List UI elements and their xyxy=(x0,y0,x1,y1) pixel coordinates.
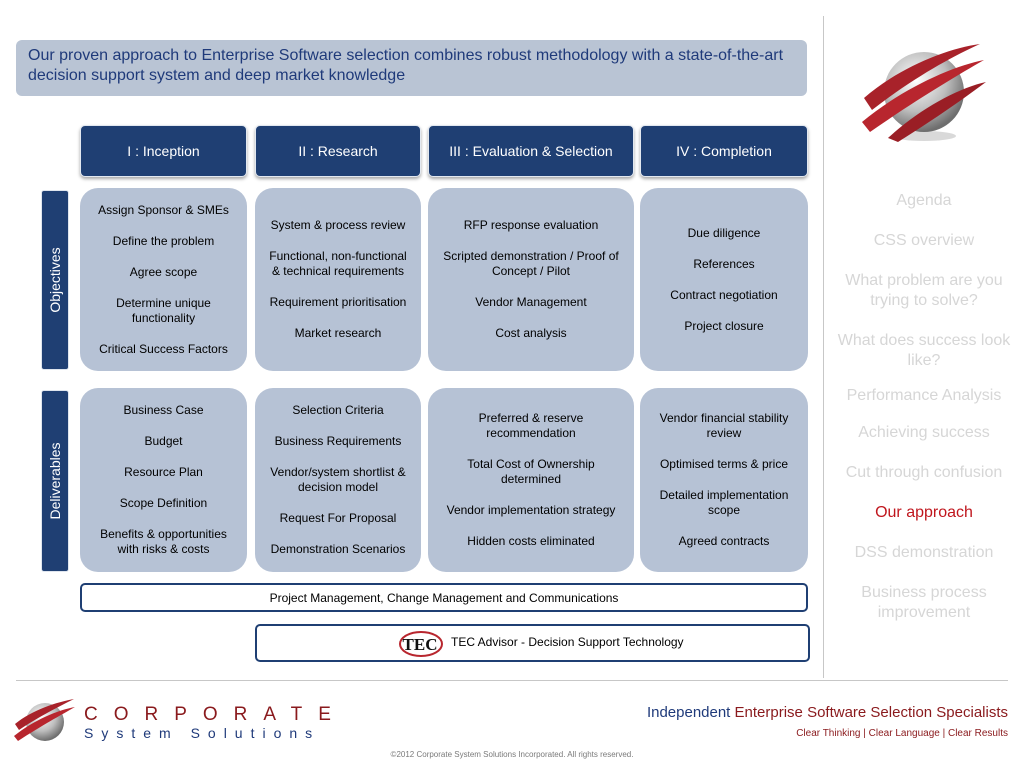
list-item: Budget xyxy=(144,434,183,448)
brand-name-bottom: System Solutions xyxy=(84,725,321,741)
list-item: Vendor/system shortlist & decision model xyxy=(270,465,406,494)
project-management-bar: Project Management, Change Management and Communications xyxy=(80,583,808,612)
deliverables-evaluation-box xyxy=(428,388,634,572)
tec-logo-icon xyxy=(397,630,443,658)
list-item: Functional, non-functional & technical requirements xyxy=(269,249,407,278)
footer-globe-logo-icon xyxy=(12,696,76,746)
svg-text:TEC: TEC xyxy=(402,635,438,654)
phase-research-header: II : Research xyxy=(255,125,421,177)
brand-name-top: CORPORATE xyxy=(84,704,347,725)
agenda-item-our-approach[interactable]: Our approach xyxy=(875,504,973,521)
list-item: Agreed contracts xyxy=(678,534,770,548)
list-item: Due diligence xyxy=(687,225,761,240)
list-item: Request For Proposal xyxy=(279,511,397,525)
footer-divider xyxy=(16,680,1008,681)
phase-evaluation-header: III : Evaluation & Selection xyxy=(428,125,634,177)
agenda-item-dss[interactable]: DSS demonstration xyxy=(854,544,994,561)
list-item: Optimised terms & price xyxy=(659,457,789,471)
vertical-divider xyxy=(823,16,824,678)
list-item: Market research xyxy=(294,326,382,340)
tec-advisor-bar xyxy=(255,624,810,662)
list-item: Assign Sponsor & SMEs xyxy=(98,202,229,217)
list-item: Vendor implementation strategy xyxy=(446,503,616,517)
list-item: Resource Plan xyxy=(124,465,203,479)
page-headline: Our proven approach to Enterprise Software selection combines robust methodology with a state-of-the-art decision support system and deep market knowledge xyxy=(16,40,807,96)
agenda-item-achieving[interactable]: Achieving success xyxy=(858,424,990,441)
agenda-item-success[interactable]: What does success look like? xyxy=(837,332,1011,369)
globe-logo-icon xyxy=(858,38,988,143)
list-item: Preferred & reserve recommendation xyxy=(478,411,584,440)
copyright-text: ©2012 Corporate System Solutions Incorporated. All rights reserved. xyxy=(390,750,634,759)
list-item: System & process review xyxy=(270,218,406,232)
list-item: Project closure xyxy=(684,318,764,333)
agenda-item-performance[interactable]: Performance Analysis xyxy=(846,387,1002,404)
deliverables-completion-box xyxy=(640,388,808,572)
footer-tagline: Independent Enterprise Software Selection Specialists xyxy=(646,704,1008,721)
list-item: Agree scope xyxy=(129,264,198,279)
list-item: Scripted demonstration / Proof of Concept / Pilot xyxy=(443,249,619,278)
list-item: References xyxy=(693,256,755,271)
agenda-item-agenda[interactable]: Agenda xyxy=(896,192,952,209)
list-item: Determine unique functionality xyxy=(116,295,211,325)
list-item: Vendor Management xyxy=(475,295,587,309)
list-item: Vendor financial stability review xyxy=(659,411,789,440)
objectives-label: Objectives xyxy=(41,190,69,370)
deliverables-inception-box xyxy=(80,388,247,572)
phase-completion-header: IV : Completion xyxy=(640,125,808,177)
agenda-item-problem[interactable]: What problem are you trying to solve? xyxy=(845,272,1003,309)
list-item: Hidden costs eliminated xyxy=(467,534,595,548)
objectives-research-box xyxy=(255,188,421,371)
list-item: Contract negotiation xyxy=(670,287,778,302)
list-item: RFP response evaluation xyxy=(463,218,599,232)
list-item: Critical Success Factors xyxy=(99,341,228,356)
list-item: Total Cost of Ownership determined xyxy=(467,457,595,486)
list-item: Selection Criteria xyxy=(292,403,384,417)
phase-inception-header: I : Inception xyxy=(80,125,247,177)
objectives-evaluation-box xyxy=(428,188,634,371)
objectives-completion-box xyxy=(640,188,808,371)
list-item: Business Case xyxy=(123,403,204,417)
list-item: Benefits & opportunities with risks & costs xyxy=(100,527,227,556)
list-item: Scope Definition xyxy=(119,496,208,510)
footer-sub-tagline: Clear Thinking | Clear Language | Clear Results xyxy=(796,728,1008,739)
deliverables-research-box xyxy=(255,388,421,572)
list-item: Cost analysis xyxy=(495,326,567,340)
deliverables-label: Deliverables xyxy=(41,390,69,572)
agenda-item-bpi[interactable]: Business process improvement xyxy=(861,584,987,621)
objectives-inception-box xyxy=(80,188,247,371)
agenda-item-css-overview[interactable]: CSS overview xyxy=(873,232,975,249)
list-item: Business Requirements xyxy=(274,434,402,448)
tec-advisor-text: TEC Advisor - Decision Support Technology xyxy=(451,635,684,649)
list-item: Define the problem xyxy=(112,233,215,248)
list-item: Requirement prioritisation xyxy=(269,295,407,309)
list-item: Demonstration Scenarios xyxy=(270,542,406,556)
agenda-item-confusion[interactable]: Cut through confusion xyxy=(845,464,1003,481)
list-item: Detailed implementation scope xyxy=(659,488,789,517)
